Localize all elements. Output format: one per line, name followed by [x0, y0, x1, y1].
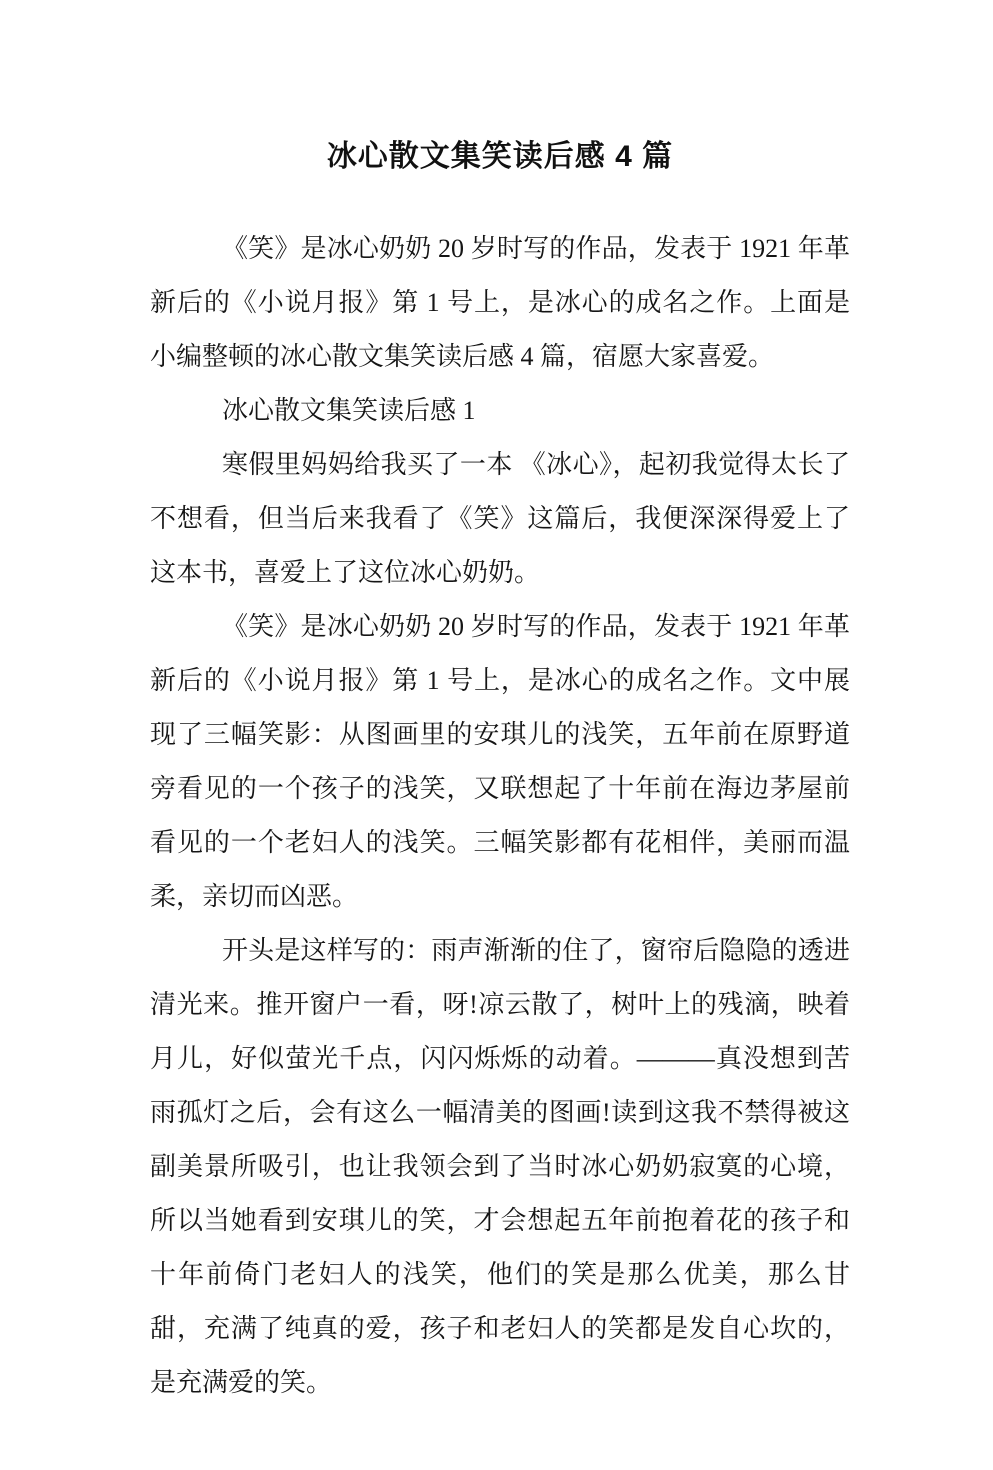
document-body: [150, 222, 850, 1410]
paragraph: 《笑》是冰心奶奶 20 岁时写的作品，发表于 1921 年革新后的《小说月报》第 1 号上，是冰心的成名之作。上面是小编整顿的冰心散文集笑读后感 4 篇，宿愿大家喜爱。: [150, 234, 850, 371]
paragraph: 开头是这样写的：雨声渐渐的住了，窗帘后隐隐的透进清光来。推开窗户一看，呀!凉云散了，树叶上的残滴，映着月儿，好似萤光千点，闪闪烁烁的动着。———真没想到苦雨孤灯之后，会有这么一幅清美的图画!读到这我不禁得被这副美景所吸引，也让我领会到了当时冰心奶奶寂寞的心境，所以当她看到安琪儿的笑，才会想起五年前抱着花的孩子和十年前倚门老妇人的浅笑，他们的笑是那么优美，那么甘甜，充满了纯真的爱，孩子和老妇人的笑都是发自心坎的，是充满爱的笑。: [150, 936, 850, 1397]
paragraph: 寒假里妈妈给我买了一本 《冰心》，起初我觉得太长了不想看，但当后来我看了《笑》这篇后，我便深深得爱上了这本书，喜爱上了这位冰心奶奶。: [150, 450, 850, 587]
document-title: 冰心散文集笑读后感 4 篇: [326, 140, 674, 173]
paragraph: 冰心散文集笑读后感 1: [222, 396, 476, 425]
paragraph: 《笑》是冰心奶奶 20 岁时写的作品，发表于 1921 年革新后的《小说月报》第 1 号上，是冰心的成名之作。文中展现了三幅笑影：从图画里的安琪儿的浅笑，五年前在原野道旁看见的一个孩子的浅笑，又联想起了十年前在海边茅屋前看见的一个老妇人的浅笑。三幅笑影都有花相伴，美丽而温柔，亲切而凶恶。: [150, 612, 850, 911]
